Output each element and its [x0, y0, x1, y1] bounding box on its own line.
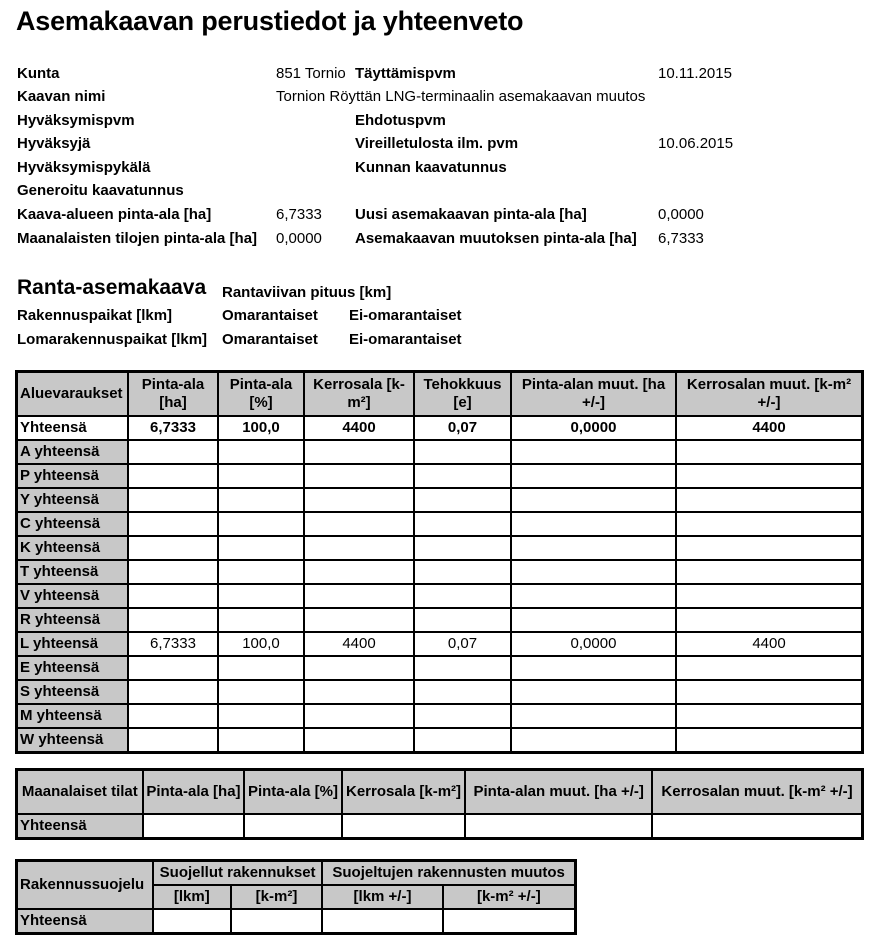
table-cell [414, 704, 511, 728]
kaavan-nimi-value: Tornion Röyttän LNG-terminaalin asemakaavan muutos [276, 88, 646, 105]
table-cell [128, 512, 218, 536]
table-cell [128, 728, 218, 752]
uusi-pinta-ala-value: 0,0000 [658, 206, 704, 223]
ehdotuspvm-label: Ehdotuspvm [355, 112, 446, 129]
row-label: A yhteensä [17, 440, 128, 464]
table-cell [304, 488, 414, 512]
table-cell: 6,7333 [128, 416, 218, 440]
table-cell [676, 440, 862, 464]
table-cell: 0,0000 [511, 632, 676, 656]
table-cell [218, 680, 304, 704]
table-cell [128, 608, 218, 632]
table-cell [443, 909, 575, 933]
table-cell [218, 488, 304, 512]
column-subheader: [k-m²] [231, 885, 323, 909]
table-header-row [17, 861, 575, 885]
table-row [17, 560, 862, 584]
table-cell [153, 909, 231, 933]
ranta-heading: Ranta-asemakaava [17, 276, 207, 299]
tayttamispvm-label: Täyttämispvm [355, 65, 456, 82]
row-label: T yhteensä [17, 560, 128, 584]
table-cell [304, 560, 414, 584]
row-label: S yhteensä [17, 680, 128, 704]
kunta-value: 851 Tornio [276, 65, 346, 82]
column-subheader: [lkm +/-] [322, 885, 442, 909]
table-cell [304, 440, 414, 464]
maanalaisten-label: Maanalaisten tilojen pinta-ala [ha] [17, 230, 258, 247]
table-row [17, 440, 862, 464]
table-cell [218, 560, 304, 584]
column-header: Pinta-alan muut. [ha +/-] [465, 770, 652, 814]
column-group-header: Suojellut rakennukset [153, 861, 322, 885]
table-cell: 4400 [304, 416, 414, 440]
table-cell [511, 584, 676, 608]
kaava-alue-value: 6,7333 [276, 206, 322, 223]
table-cell [304, 680, 414, 704]
table-cell [342, 814, 466, 838]
table-cell [218, 608, 304, 632]
tayttamispvm-value: 10.11.2015 [658, 65, 732, 82]
table-row [17, 728, 862, 752]
page-title: Asemakaavan perustiedot ja yhteenveto [16, 6, 524, 36]
lomarakennuspaikat-label: Lomarakennuspaikat [lkm] [17, 331, 208, 348]
table-cell [218, 536, 304, 560]
table-cell [511, 512, 676, 536]
column-header: Pinta-alan muut. [ha +/-] [511, 372, 676, 416]
table-row [17, 704, 862, 728]
generoitu-kaavatunnus-label: Generoitu kaavatunnus [17, 182, 184, 199]
table-cell [143, 814, 245, 838]
table-cell [414, 584, 511, 608]
table-cell [676, 560, 862, 584]
table-row [17, 656, 862, 680]
row-label: W yhteensä [17, 728, 128, 752]
table-row [17, 608, 862, 632]
table-row [17, 512, 862, 536]
table-cell [511, 728, 676, 752]
column-header: Pinta-ala [ha] [143, 770, 245, 814]
table-cell [676, 704, 862, 728]
table-cell [218, 656, 304, 680]
table-cell [128, 440, 218, 464]
table-row [17, 632, 862, 656]
table-row [17, 536, 862, 560]
muutoksen-label: Asemakaavan muutoksen pinta-ala [ha] [355, 230, 637, 247]
table-row [17, 814, 862, 838]
table-cell [511, 560, 676, 584]
table-cell [414, 536, 511, 560]
rantaviiva-label: Rantaviivan pituus [km] [222, 284, 392, 301]
table-cell [244, 814, 342, 838]
table-cell [676, 608, 862, 632]
column-subheader: [lkm] [153, 885, 231, 909]
table-cell [304, 536, 414, 560]
table-cell [304, 704, 414, 728]
column-header: Pinta-ala [%] [244, 770, 342, 814]
table-header-row [17, 372, 862, 416]
table-cell [414, 680, 511, 704]
table-cell: 4400 [304, 632, 414, 656]
rakennuspaikat-ei-omarantaiset: Ei-omarantaiset [349, 307, 462, 324]
table-cell [414, 560, 511, 584]
table-cell [676, 656, 862, 680]
table-cell [414, 512, 511, 536]
table-cell [676, 488, 862, 512]
table-cell: 0,0000 [511, 416, 676, 440]
table-cell [511, 488, 676, 512]
row-label: K yhteensä [17, 536, 128, 560]
table-cell [218, 704, 304, 728]
table-cell [511, 680, 676, 704]
table-cell [304, 464, 414, 488]
row-label: M yhteensä [17, 704, 128, 728]
table-row [17, 680, 862, 704]
kaavan-nimi-label: Kaavan nimi [17, 88, 106, 105]
table-cell [218, 512, 304, 536]
table-row [17, 488, 862, 512]
hyvaksymispvm-label: Hyväksymispvm [17, 112, 135, 129]
table-cell [128, 656, 218, 680]
table-cell [676, 464, 862, 488]
table-cell: 0,07 [414, 632, 511, 656]
row-label: P yhteensä [17, 464, 128, 488]
hyvaksymispykala-label: Hyväksymispykälä [17, 159, 151, 176]
row-label: L yhteensä [17, 632, 128, 656]
table-cell [414, 440, 511, 464]
table-cell [128, 680, 218, 704]
row-label: Yhteensä [17, 814, 143, 838]
muutoksen-value: 6,7333 [658, 230, 704, 247]
column-header: Tehokkuus [e] [414, 372, 511, 416]
kunnan-kaavatunnus-label: Kunnan kaavatunnus [355, 159, 507, 176]
maanalaisten-value: 0,0000 [276, 230, 322, 247]
table-cell [218, 440, 304, 464]
table-cell [304, 728, 414, 752]
lomarakennuspaikat-omarantaiset: Omarantaiset [222, 331, 318, 348]
table-cell [128, 464, 218, 488]
row-label: R yhteensä [17, 608, 128, 632]
table-cell [414, 656, 511, 680]
table-cell: 4400 [676, 632, 862, 656]
table-cell [676, 680, 862, 704]
rakennuspaikat-omarantaiset: Omarantaiset [222, 307, 318, 324]
table-cell [652, 814, 862, 838]
table-cell [414, 464, 511, 488]
rakennuspaikat-label: Rakennuspaikat [lkm] [17, 307, 173, 324]
column-header: Aluevaraukset [17, 372, 128, 416]
table-cell [511, 536, 676, 560]
table-cell: 0,07 [414, 416, 511, 440]
column-subheader: [k-m² +/-] [443, 885, 575, 909]
column-header: Pinta-ala [ha] [128, 372, 218, 416]
table-cell [128, 584, 218, 608]
table-cell [231, 909, 323, 933]
table-cell [128, 536, 218, 560]
table-cell [304, 584, 414, 608]
row-label: E yhteensä [17, 656, 128, 680]
table-cell [304, 608, 414, 632]
hyvaksyja-label: Hyväksyjä [17, 135, 91, 152]
row-label: V yhteensä [17, 584, 128, 608]
aluevaraukset-table [15, 370, 864, 754]
table-cell [511, 464, 676, 488]
table-cell [511, 440, 676, 464]
table-cell [218, 464, 304, 488]
table-cell [218, 584, 304, 608]
row-label: Yhteensä [17, 909, 153, 933]
column-header: Maanalaiset tilat [17, 770, 143, 814]
table-cell [676, 728, 862, 752]
table-cell [414, 488, 511, 512]
column-header: Pinta-ala [%] [218, 372, 304, 416]
table-cell [414, 728, 511, 752]
row-label: C yhteensä [17, 512, 128, 536]
maanalaiset-table [15, 768, 864, 840]
table-cell [414, 608, 511, 632]
table-cell [128, 560, 218, 584]
table-cell [676, 536, 862, 560]
column-header: Kerrosalan muut. [k-m² +/-] [652, 770, 862, 814]
table-cell [322, 909, 442, 933]
column-header: Kerrosala [k-m²] [304, 372, 414, 416]
kunta-label: Kunta [17, 65, 60, 82]
table-cell: 4400 [676, 416, 862, 440]
table-cell [511, 656, 676, 680]
row-label: Y yhteensä [17, 488, 128, 512]
table-row [17, 416, 862, 440]
rakennussuojelu-table [15, 859, 577, 935]
table-cell [511, 608, 676, 632]
table-cell: 100,0 [218, 416, 304, 440]
uusi-pinta-ala-label: Uusi asemakaavan pinta-ala [ha] [355, 206, 587, 223]
table-header-row [17, 770, 862, 814]
table-row [17, 584, 862, 608]
table-cell [676, 512, 862, 536]
column-header: Rakennussuojelu [17, 861, 153, 909]
table-cell [465, 814, 652, 838]
vireilletulosta-label: Vireilletulosta ilm. pvm [355, 135, 519, 152]
table-cell [128, 488, 218, 512]
table-cell [218, 728, 304, 752]
table-cell [304, 512, 414, 536]
column-header: Kerrosalan muut. [k-m² +/-] [676, 372, 862, 416]
vireilletulosta-value: 10.06.2015 [658, 135, 734, 152]
table-row [17, 464, 862, 488]
table-cell: 100,0 [218, 632, 304, 656]
table-cell [676, 584, 862, 608]
lomarakennuspaikat-ei-omarantaiset: Ei-omarantaiset [349, 331, 462, 348]
table-cell: 6,7333 [128, 632, 218, 656]
table-cell [128, 704, 218, 728]
table-row [17, 909, 575, 933]
kaava-alue-label: Kaava-alueen pinta-ala [ha] [17, 206, 212, 223]
table-cell [304, 656, 414, 680]
column-group-header: Suojeltujen rakennusten muutos [322, 861, 575, 885]
column-header: Kerrosala [k-m²] [342, 770, 466, 814]
row-label: Yhteensä [17, 416, 128, 440]
table-cell [511, 704, 676, 728]
